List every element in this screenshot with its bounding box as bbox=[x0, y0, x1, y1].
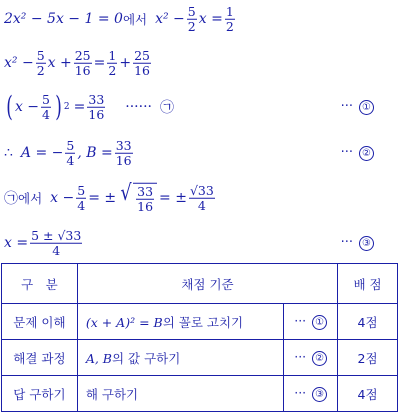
row-score: 2점 bbox=[338, 340, 398, 376]
term: x − bbox=[14, 99, 40, 115]
grading-table bbox=[1, 263, 398, 412]
fraction: $\frac{33}{16}$ bbox=[88, 91, 105, 122]
fraction: $\frac{33}{16}$ bbox=[115, 137, 132, 168]
term: , B = bbox=[77, 145, 113, 161]
fraction: $\frac{5}{4}$ bbox=[66, 137, 75, 168]
fraction: $\frac{5}{2}$ bbox=[187, 3, 196, 34]
fraction: $\frac{5}{2}$ bbox=[36, 47, 45, 78]
row-score: 4점 bbox=[338, 376, 398, 412]
term: = ± bbox=[159, 190, 187, 206]
given-suffix: 에서 bbox=[122, 12, 148, 27]
row-ref: ··· ② bbox=[284, 340, 338, 376]
row-category: 문제 이해 bbox=[2, 304, 78, 340]
header-score: 배 점 bbox=[338, 264, 398, 304]
table-row bbox=[2, 304, 398, 340]
header-category: 구 분 bbox=[2, 264, 78, 304]
step-tag-3: ··· ③ bbox=[341, 235, 374, 251]
row-criterion: A, B의 값 구하기 bbox=[77, 340, 283, 376]
term: = ± bbox=[88, 190, 117, 206]
step-tag-2: ··· ② bbox=[341, 145, 374, 161]
row-ref: ··· ① bbox=[284, 304, 338, 340]
term: + bbox=[119, 55, 132, 71]
table-header-row bbox=[2, 264, 398, 304]
term: = bbox=[73, 99, 86, 115]
row-category: 답 구하기 bbox=[2, 376, 78, 412]
square-root: √ $\frac{33}{16}$ bbox=[119, 183, 157, 214]
header-criterion: 채점 기준 bbox=[77, 264, 337, 304]
fraction: $\frac{5}{4}$ bbox=[77, 182, 86, 213]
row-score: 4점 bbox=[338, 304, 398, 340]
term: x² − bbox=[4, 55, 34, 71]
label-suffix: 에서 bbox=[18, 191, 43, 206]
row-category: 해결 과정 bbox=[2, 340, 78, 376]
step-tag-1: ··· ① bbox=[341, 99, 374, 115]
fraction: $\frac{5}{4}$ bbox=[42, 91, 50, 122]
row-ref: ··· ③ bbox=[284, 376, 338, 412]
fraction: $\frac{1}{2}$ bbox=[108, 47, 117, 78]
given-equation: 2x² − 5x − 1 = 0 bbox=[4, 11, 123, 27]
fraction: $\frac{5 \pm √33}{4}$ bbox=[31, 227, 82, 258]
rhs-mid: x = bbox=[198, 11, 223, 27]
right-paren: ) bbox=[55, 90, 62, 123]
therefore-symbol: ∴ bbox=[4, 145, 13, 161]
left-paren: ( bbox=[6, 90, 13, 123]
term: x + bbox=[47, 55, 72, 71]
rhs-start: x² − bbox=[155, 11, 185, 27]
label-mark: ㉠ bbox=[159, 100, 174, 116]
term: A = − bbox=[20, 145, 64, 161]
table-row bbox=[2, 376, 398, 412]
label-mark: ㉠ bbox=[4, 191, 18, 207]
term: = bbox=[93, 55, 106, 71]
fraction: $\frac{√33}{4}$ bbox=[189, 182, 214, 213]
row-criterion: (x + A)² = B의 꼴로 고치기 bbox=[77, 304, 283, 340]
fraction: $\frac{1}{2}$ bbox=[225, 3, 234, 34]
dots: ······ bbox=[125, 99, 152, 115]
term: x = bbox=[4, 235, 29, 251]
term: x − bbox=[50, 190, 75, 206]
fraction: $\frac{25}{16}$ bbox=[134, 47, 150, 78]
row-criterion: 해 구하기 bbox=[77, 376, 283, 412]
fraction: $\frac{25}{16}$ bbox=[74, 47, 91, 78]
table-row bbox=[2, 340, 398, 376]
